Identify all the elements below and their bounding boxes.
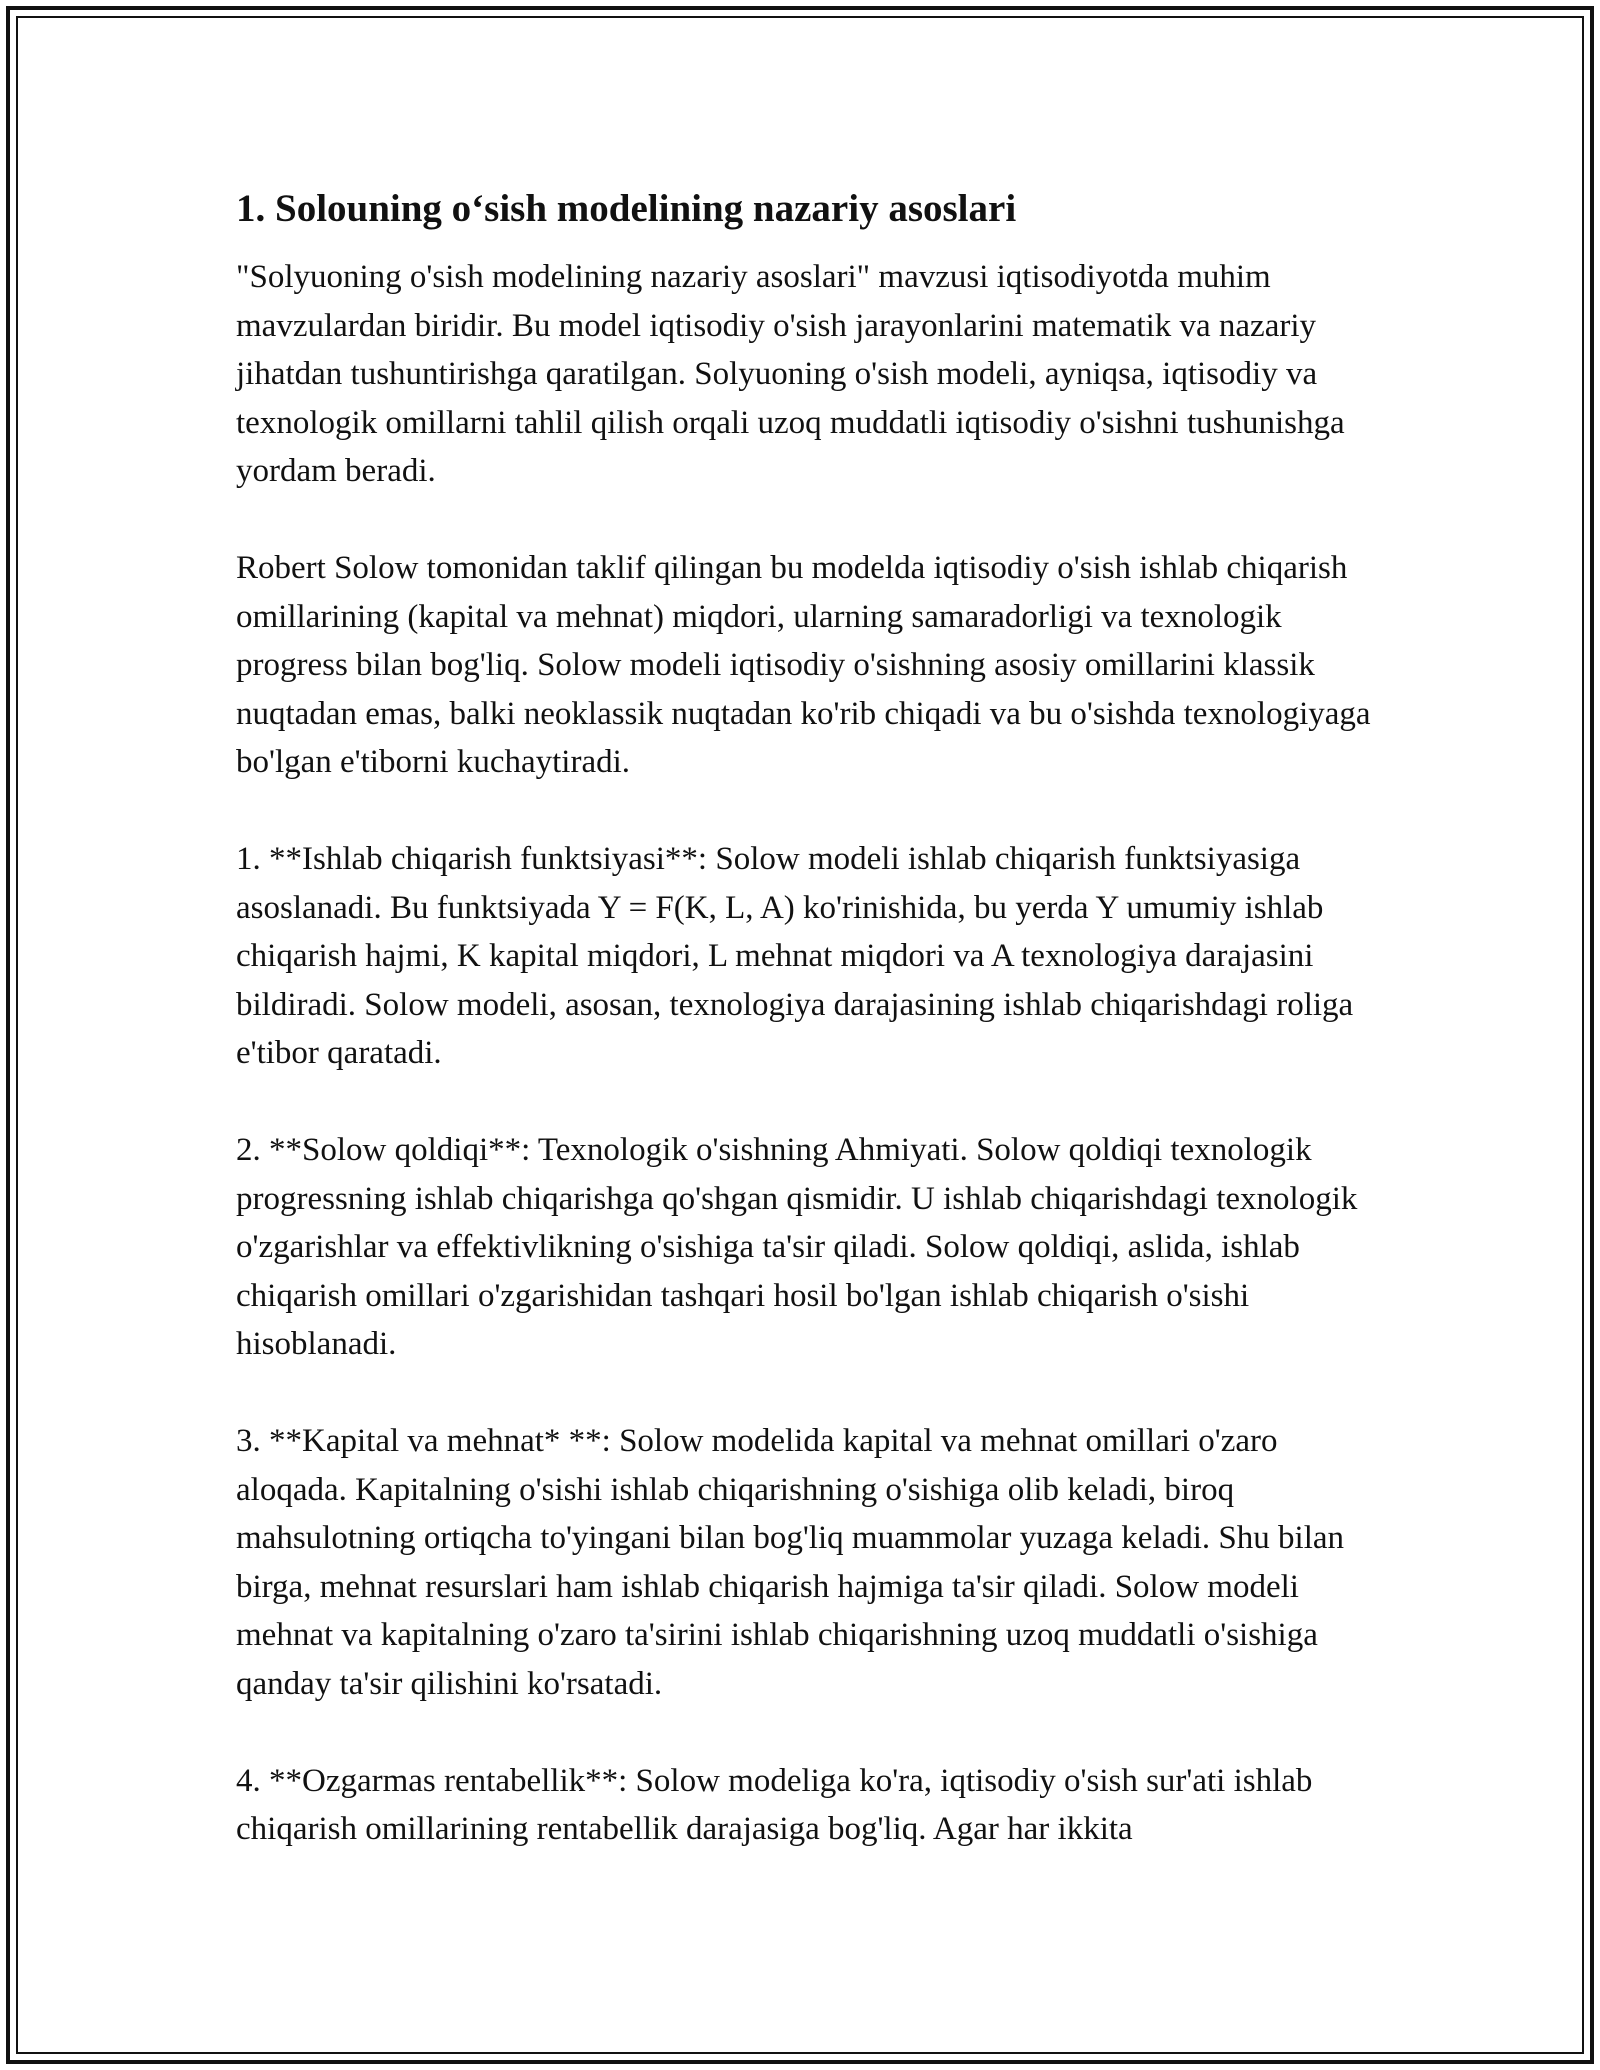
page-title: 1. Solouning o‘sish modelining nazariy asoslari	[236, 187, 1017, 230]
document-body	[236, 185, 1376, 1902]
production-function-paragraph: 1. **Ishlab chiqarish funktsiyasi**: Solow modeli ishlab chiqarish funktsiyasiga asoslanadi. Bu funktsiyada Y = F(K, L, A) ko'rinishida, bu yerda Y umumiy ishlab chiqarish hajmi, K kapital miqdori, L mehnat miqdori va A texnologiya darajasini bildiradi. Solow modeli, asosan, texnologiya darajasining ishlab chiqarishdagi roliga e'tibor qaratadi.	[236, 841, 1354, 1071]
intro-paragraph: "Solyuoning o'sish modelining nazariy asoslari" mavzusi iqtisodiyotda muhim mavzulardan biridir. Bu model iqtisodiy o'sish jarayonlarini matematik va nazariy jihatdan tushuntirishga qaratilgan. Solyuoning o'sish modeli, ayniqsa, iqtisodiy va texnologik omillarni tahlil qilish orqali uzoq muddatli iqtisodiy o'sishni tushunishga yordam beradi.	[236, 259, 1345, 489]
solow-overview-paragraph: Robert Solow tomonidan taklif qilingan bu modelda iqtisodiy o'sish ishlab chiqarish omillarining (kapital va mehnat) miqdori, ularning samaradorligi va texnologik progress bilan bog'liq. Solow modeli iqtisodiy o'sishning asosiy omillarini klassik nuqtadan emas, balki neoklassik nuqtadan ko'rib chiqadi va bu o'sishda texnologiyaga bo'lgan e'tiborni kuchaytiradi.	[236, 550, 1371, 780]
capital-labor-paragraph: 3. **Kapital va mehnat* **: Solow modelida kapital va mehnat omillari o'zaro aloqada. Kapitalning o'sishi ishlab chiqarishning o'sishiga olib keladi, biroq mahsulotning ortiqcha to'yingani bilan bog'liq muammolar yuzaga keladi. Shu bilan birga, mehnat resurslari ham ishlab chiqarish hajmiga ta'sir qiladi. Solow modeli mehnat va kapitalning o'zaro ta'sirini ishlab chiqarishning uzoq muddatli o'sishiga qanday ta'sir qilishini ko'rsatadi.	[236, 1423, 1345, 1702]
constant-returns-paragraph: 4. **Ozgarmas rentabellik**: Solow modeliga ko'ra, iqtisodiy o'sish sur'ati ishlab chiqarish omillarining rentabellik darajasiga bog'liq. Agar har ikkita	[236, 1762, 1313, 1847]
solow-residual-paragraph: 2. **Solow qoldiqi**: Texnologik o'sishning Ahmiyati. Solow qoldiqi texnologik progressning ishlab chiqarishga qo'shgan qismidir. U ishlab chiqarishdagi texnologik o'zgarishlar va effektivlikning o'sishiga ta'sir qiladi. Solow qoldiqi, aslida, ishlab chiqarish omillari o'zgarishidan tashqari hosil bo'lgan ishlab chiqarish o'sishi hisoblanadi.	[236, 1132, 1358, 1362]
